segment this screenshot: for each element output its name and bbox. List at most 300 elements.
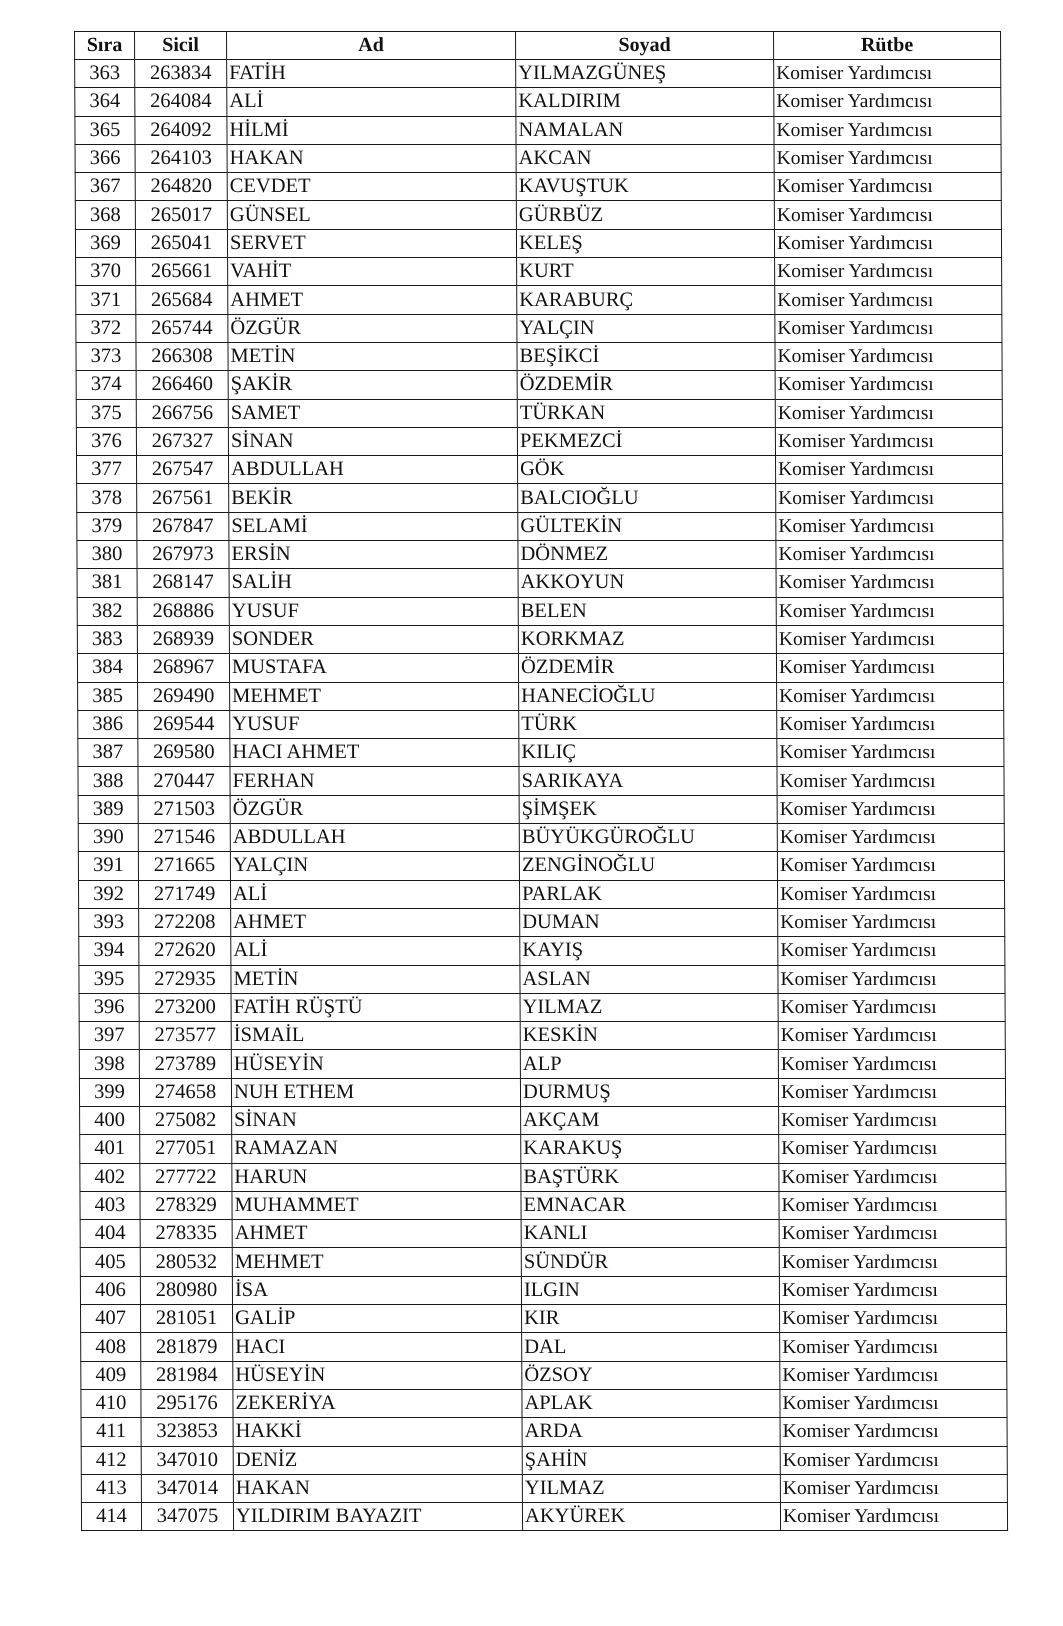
cell-soyad: GÜLTEKİN — [518, 512, 776, 540]
cell-rutbe: Komiser Yardımcısı — [779, 1276, 1006, 1304]
cell-soyad: ARDA — [522, 1418, 780, 1446]
cell-sicil: 268147 — [137, 569, 229, 597]
cell-ad: RAMAZAN — [232, 1135, 521, 1163]
cell-soyad: BEŞİKCİ — [517, 342, 775, 370]
cell-soyad: KAYIŞ — [520, 937, 778, 965]
cell-rutbe: Komiser Yardımcısı — [777, 852, 1004, 880]
cell-ad: FERHAN — [230, 767, 519, 795]
cell-ad: SELAMİ — [229, 512, 518, 540]
cell-rutbe: Komiser Yardımcısı — [774, 173, 1001, 201]
cell-ad: MEHMET — [230, 682, 519, 710]
cell-ad: AHMET — [232, 1220, 521, 1248]
cell-sira: 414 — [81, 1503, 141, 1531]
cell-sicil: 265684 — [136, 286, 228, 314]
cell-sira: 379 — [77, 512, 137, 540]
cell-sicil: 273577 — [139, 1022, 231, 1050]
table-row — [79, 908, 1005, 936]
table-row — [80, 1135, 1006, 1163]
table-row — [77, 597, 1003, 625]
cell-ad: AHMET — [228, 286, 517, 314]
cell-sira: 386 — [78, 710, 138, 738]
cell-ad: SERVET — [227, 229, 516, 257]
table-row — [79, 1050, 1005, 1078]
header-soyad: Soyad — [516, 32, 774, 60]
cell-rutbe: Komiser Yardımcısı — [780, 1361, 1007, 1389]
header-rutbe: Rütbe — [774, 32, 1001, 60]
table-row — [77, 541, 1003, 569]
cell-sira: 400 — [80, 1106, 140, 1134]
cell-rutbe: Komiser Yardımcısı — [778, 965, 1005, 993]
cell-ad: YILDIRIM BAYAZIT — [233, 1503, 522, 1531]
table-row — [80, 1220, 1006, 1248]
cell-ad: FATİH RÜŞTÜ — [231, 993, 520, 1021]
table-row — [75, 201, 1001, 229]
cell-sira: 405 — [80, 1248, 140, 1276]
cell-ad: İSMAİL — [231, 1022, 520, 1050]
table-row — [79, 965, 1005, 993]
cell-sira: 369 — [75, 229, 135, 257]
cell-sicil: 269580 — [138, 739, 230, 767]
cell-soyad: ILGIN — [521, 1276, 779, 1304]
cell-sicil: 265744 — [136, 314, 228, 342]
table-row — [76, 399, 1002, 427]
cell-ad: SALİH — [229, 569, 518, 597]
table-row — [75, 116, 1001, 144]
cell-soyad: NAMALAN — [516, 116, 774, 144]
cell-ad: HİLMİ — [227, 116, 516, 144]
cell-rutbe: Komiser Yardımcısı — [780, 1305, 1007, 1333]
cell-sicil: 266308 — [136, 342, 228, 370]
table-row — [78, 682, 1004, 710]
cell-ad: GÜNSEL — [227, 201, 516, 229]
personnel-table-wrapper — [74, 31, 1007, 1531]
cell-sicil: 268939 — [137, 625, 229, 653]
table-row — [77, 484, 1003, 512]
cell-ad: HARUN — [232, 1163, 521, 1191]
cell-sicil: 280980 — [140, 1276, 232, 1304]
cell-rutbe: Komiser Yardımcısı — [780, 1389, 1007, 1417]
cell-rutbe: Komiser Yardımcısı — [774, 201, 1001, 229]
cell-soyad: KELEŞ — [516, 229, 774, 257]
cell-soyad: ALP — [520, 1050, 778, 1078]
cell-ad: FATİH — [227, 60, 516, 88]
cell-sicil: 272208 — [139, 908, 231, 936]
cell-soyad: YILMAZ — [522, 1474, 780, 1502]
cell-rutbe: Komiser Yardımcısı — [775, 399, 1002, 427]
cell-soyad: DUMAN — [520, 908, 778, 936]
cell-sira: 367 — [75, 173, 135, 201]
cell-sicil: 273789 — [139, 1050, 231, 1078]
cell-rutbe: Komiser Yardımcısı — [779, 1106, 1006, 1134]
cell-soyad: GÜRBÜZ — [516, 201, 774, 229]
cell-sicil: 265041 — [135, 229, 227, 257]
cell-rutbe: Komiser Yardımcısı — [776, 541, 1003, 569]
header-sicil: Sicil — [135, 32, 227, 60]
cell-soyad: YALÇIN — [517, 314, 775, 342]
cell-sira: 381 — [77, 569, 137, 597]
cell-soyad: EMNACAR — [521, 1191, 779, 1219]
table-row — [79, 1078, 1005, 1106]
table-row — [81, 1503, 1007, 1531]
cell-ad: SONDER — [229, 625, 518, 653]
cell-sira: 387 — [78, 739, 138, 767]
cell-rutbe: Komiser Yardımcısı — [780, 1333, 1007, 1361]
cell-ad: ALİ — [231, 880, 520, 908]
cell-rutbe: Komiser Yardımcısı — [775, 427, 1002, 455]
cell-sira: 372 — [76, 314, 136, 342]
cell-sira: 402 — [80, 1163, 140, 1191]
cell-rutbe: Komiser Yardımcısı — [775, 371, 1002, 399]
cell-ad: MEHMET — [232, 1248, 521, 1276]
table-body — [75, 60, 1008, 1531]
cell-rutbe: Komiser Yardımcısı — [774, 116, 1001, 144]
cell-ad: ÖZGÜR — [228, 314, 517, 342]
cell-soyad: KANLI — [521, 1220, 779, 1248]
table-row — [76, 258, 1002, 286]
cell-sicil: 264103 — [135, 144, 227, 172]
cell-ad: CEVDET — [227, 173, 516, 201]
table-row — [81, 1446, 1007, 1474]
table-row — [79, 1022, 1005, 1050]
cell-soyad: BELEN — [518, 597, 776, 625]
cell-soyad: ŞAHİN — [522, 1446, 780, 1474]
cell-rutbe: Komiser Yardımcısı — [779, 1135, 1006, 1163]
cell-rutbe: Komiser Yardımcısı — [778, 880, 1005, 908]
cell-soyad: BÜYÜKGÜROĞLU — [519, 824, 777, 852]
cell-sicil: 278335 — [140, 1220, 232, 1248]
cell-soyad: KURT — [517, 258, 775, 286]
cell-soyad: HANECİOĞLU — [519, 682, 777, 710]
cell-sicil: 277722 — [140, 1163, 232, 1191]
cell-ad: METİN — [231, 965, 520, 993]
cell-soyad: TÜRK — [519, 710, 777, 738]
cell-rutbe: Komiser Yardımcısı — [774, 144, 1001, 172]
cell-ad: HAKAN — [227, 144, 516, 172]
cell-rutbe: Komiser Yardımcısı — [776, 654, 1003, 682]
cell-soyad: AKCAN — [516, 144, 774, 172]
cell-ad: HÜSEYİN — [233, 1361, 522, 1389]
cell-rutbe: Komiser Yardımcısı — [775, 258, 1002, 286]
cell-sira: 378 — [77, 484, 137, 512]
cell-ad: SİNAN — [228, 427, 517, 455]
cell-rutbe: Komiser Yardımcısı — [776, 597, 1003, 625]
cell-sicil: 264820 — [135, 173, 227, 201]
cell-soyad: ÖZSOY — [522, 1361, 780, 1389]
cell-sira: 365 — [75, 116, 135, 144]
table-row — [75, 60, 1001, 88]
cell-sicil: 267327 — [136, 427, 228, 455]
cell-sira: 412 — [81, 1446, 141, 1474]
cell-sicil: 267547 — [137, 456, 229, 484]
cell-sicil: 269490 — [138, 682, 230, 710]
cell-soyad: DAL — [522, 1333, 780, 1361]
cell-soyad: SARIKAYA — [519, 767, 777, 795]
cell-sira: 394 — [79, 937, 139, 965]
cell-rutbe: Komiser Yardımcısı — [778, 1022, 1005, 1050]
table-row — [81, 1305, 1007, 1333]
cell-sicil: 271665 — [138, 852, 230, 880]
header-sira: Sıra — [75, 32, 135, 60]
table-row — [79, 993, 1005, 1021]
cell-rutbe: Komiser Yardımcısı — [778, 993, 1005, 1021]
cell-soyad: GÖK — [518, 456, 776, 484]
table-row — [79, 937, 1005, 965]
cell-ad: ALİ — [227, 88, 516, 116]
cell-rutbe: Komiser Yardımcısı — [776, 512, 1003, 540]
cell-sira: 363 — [75, 60, 135, 88]
personnel-table — [74, 31, 1008, 1531]
cell-soyad: ZENGİNOĞLU — [519, 852, 777, 880]
cell-sicil: 264092 — [135, 116, 227, 144]
table-row — [76, 427, 1002, 455]
cell-sira: 410 — [81, 1389, 141, 1417]
cell-sira: 407 — [81, 1305, 141, 1333]
cell-sicil: 267973 — [137, 541, 229, 569]
cell-sira: 395 — [79, 965, 139, 993]
cell-rutbe: Komiser Yardımcısı — [780, 1503, 1007, 1531]
table-row — [76, 314, 1002, 342]
cell-rutbe: Komiser Yardımcısı — [774, 60, 1001, 88]
cell-sicil: 265661 — [136, 258, 228, 286]
cell-sira: 392 — [79, 880, 139, 908]
cell-ad: ŞAKİR — [228, 371, 517, 399]
cell-rutbe: Komiser Yardımcısı — [779, 1248, 1006, 1276]
cell-ad: ABDULLAH — [229, 456, 518, 484]
cell-sicil: 281051 — [141, 1305, 233, 1333]
cell-sira: 384 — [77, 654, 137, 682]
cell-sicil: 266460 — [136, 371, 228, 399]
table-row — [75, 229, 1001, 257]
cell-sira: 404 — [80, 1220, 140, 1248]
cell-ad: BEKİR — [229, 484, 518, 512]
cell-soyad: YILMAZ — [520, 993, 778, 1021]
table-row — [80, 1248, 1006, 1276]
cell-rutbe: Komiser Yardımcısı — [778, 1078, 1005, 1106]
cell-sicil: 295176 — [141, 1389, 233, 1417]
cell-ad: METİN — [228, 342, 517, 370]
cell-sira: 396 — [79, 993, 139, 1021]
cell-sicil: 274658 — [139, 1078, 231, 1106]
table-row — [81, 1474, 1007, 1502]
cell-soyad: ÖZDEMİR — [518, 654, 776, 682]
table-row — [75, 173, 1001, 201]
table-row — [77, 512, 1003, 540]
cell-ad: HACI — [233, 1333, 522, 1361]
cell-rutbe: Komiser Yardımcısı — [777, 824, 1004, 852]
cell-sicil: 347010 — [141, 1446, 233, 1474]
table-row — [78, 795, 1004, 823]
cell-ad: YALÇIN — [230, 852, 519, 880]
cell-rutbe: Komiser Yardımcısı — [778, 1050, 1005, 1078]
cell-sira: 397 — [79, 1022, 139, 1050]
cell-ad: AHMET — [231, 908, 520, 936]
cell-sicil: 267847 — [137, 512, 229, 540]
cell-rutbe: Komiser Yardımcısı — [775, 286, 1002, 314]
cell-ad: MUHAMMET — [232, 1191, 521, 1219]
cell-sicil: 271503 — [138, 795, 230, 823]
cell-ad: ERSİN — [229, 541, 518, 569]
cell-soyad: DÖNMEZ — [518, 541, 776, 569]
cell-sira: 377 — [77, 456, 137, 484]
table-row — [81, 1333, 1007, 1361]
cell-soyad: KORKMAZ — [518, 625, 776, 653]
cell-ad: HAKKİ — [233, 1418, 522, 1446]
cell-ad: DENİZ — [233, 1446, 522, 1474]
cell-rutbe: Komiser Yardımcısı — [778, 908, 1005, 936]
cell-sicil: 347075 — [141, 1503, 233, 1531]
cell-ad: ALİ — [231, 937, 520, 965]
cell-rutbe: Komiser Yardımcısı — [778, 937, 1005, 965]
cell-ad: ZEKERİYA — [233, 1389, 522, 1417]
cell-rutbe: Komiser Yardımcısı — [774, 229, 1001, 257]
cell-rutbe: Komiser Yardımcısı — [776, 456, 1003, 484]
table-row — [76, 371, 1002, 399]
cell-sicil: 263834 — [135, 60, 227, 88]
cell-ad: SİNAN — [232, 1106, 521, 1134]
cell-soyad: YILMAZGÜNEŞ — [516, 60, 774, 88]
cell-rutbe: Komiser Yardımcısı — [775, 342, 1002, 370]
cell-soyad: AKYÜREK — [522, 1503, 780, 1531]
cell-sicil: 280532 — [140, 1248, 232, 1276]
cell-ad: MUSTAFA — [229, 654, 518, 682]
cell-sira: 391 — [78, 852, 138, 880]
cell-soyad: KARABURÇ — [517, 286, 775, 314]
cell-rutbe: Komiser Yardımcısı — [776, 625, 1003, 653]
cell-sira: 388 — [78, 767, 138, 795]
cell-rutbe: Komiser Yardımcısı — [780, 1446, 1007, 1474]
cell-soyad: KIR — [522, 1305, 780, 1333]
table-row — [77, 654, 1003, 682]
table-row — [79, 880, 1005, 908]
cell-soyad: AKKOYUN — [518, 569, 776, 597]
cell-sira: 390 — [78, 824, 138, 852]
cell-sicil: 277051 — [140, 1135, 232, 1163]
cell-sira: 389 — [78, 795, 138, 823]
cell-ad: ÖZGÜR — [230, 795, 519, 823]
cell-sicil: 271749 — [139, 880, 231, 908]
cell-sira: 399 — [79, 1078, 139, 1106]
cell-sicil: 266756 — [136, 399, 228, 427]
table-row — [78, 824, 1004, 852]
cell-rutbe: Komiser Yardımcısı — [780, 1474, 1007, 1502]
cell-ad: SAMET — [228, 399, 517, 427]
cell-sicil: 264084 — [135, 88, 227, 116]
cell-sira: 370 — [76, 258, 136, 286]
cell-sira: 375 — [76, 399, 136, 427]
cell-soyad: ASLAN — [520, 965, 778, 993]
cell-soyad: KESKİN — [520, 1022, 778, 1050]
cell-sicil: 281879 — [141, 1333, 233, 1361]
cell-sira: 373 — [76, 342, 136, 370]
cell-sicil: 268967 — [137, 654, 229, 682]
cell-rutbe: Komiser Yardımcısı — [777, 739, 1004, 767]
table-row — [81, 1418, 1007, 1446]
table-row — [77, 569, 1003, 597]
cell-sira: 408 — [81, 1333, 141, 1361]
cell-sira: 374 — [76, 371, 136, 399]
cell-sicil: 278329 — [140, 1191, 232, 1219]
header-row — [75, 32, 1001, 60]
cell-sira: 380 — [77, 541, 137, 569]
cell-sicil: 323853 — [141, 1418, 233, 1446]
cell-soyad: KALDIRIM — [516, 88, 774, 116]
cell-sira: 383 — [77, 625, 137, 653]
cell-soyad: TÜRKAN — [517, 399, 775, 427]
cell-ad: YUSUF — [229, 597, 518, 625]
cell-ad: GALİP — [233, 1305, 522, 1333]
table-row — [81, 1389, 1007, 1417]
cell-sicil: 267561 — [137, 484, 229, 512]
cell-soyad: ŞİMŞEK — [519, 795, 777, 823]
table-row — [77, 625, 1003, 653]
cell-ad: ABDULLAH — [230, 824, 519, 852]
cell-rutbe: Komiser Yardımcısı — [780, 1418, 1007, 1446]
cell-soyad: DURMUŞ — [520, 1078, 778, 1106]
cell-rutbe: Komiser Yardımcısı — [779, 1163, 1006, 1191]
cell-soyad: KAVUŞTUK — [516, 173, 774, 201]
cell-sicil: 273200 — [139, 993, 231, 1021]
cell-sicil: 281984 — [141, 1361, 233, 1389]
cell-sicil: 271546 — [138, 824, 230, 852]
cell-sira: 376 — [76, 427, 136, 455]
table-row — [77, 456, 1003, 484]
cell-sira: 409 — [81, 1361, 141, 1389]
table-row — [81, 1361, 1007, 1389]
cell-rutbe: Komiser Yardımcısı — [776, 569, 1003, 597]
cell-sira: 411 — [81, 1418, 141, 1446]
cell-sira: 413 — [81, 1474, 141, 1502]
table-row — [76, 342, 1002, 370]
cell-sira: 401 — [80, 1135, 140, 1163]
cell-sira: 406 — [80, 1276, 140, 1304]
cell-ad: HACI AHMET — [230, 739, 519, 767]
cell-sicil: 268886 — [137, 597, 229, 625]
cell-rutbe: Komiser Yardımcısı — [776, 484, 1003, 512]
cell-sira: 398 — [79, 1050, 139, 1078]
cell-ad: İSA — [232, 1276, 521, 1304]
cell-soyad: KILIÇ — [519, 739, 777, 767]
cell-sira: 385 — [78, 682, 138, 710]
cell-rutbe: Komiser Yardımcısı — [777, 767, 1004, 795]
cell-soyad: APLAK — [522, 1389, 780, 1417]
table-row — [80, 1191, 1006, 1219]
cell-rutbe: Komiser Yardımcısı — [779, 1220, 1006, 1248]
cell-sira: 366 — [75, 144, 135, 172]
cell-soyad: PEKMEZCİ — [517, 427, 775, 455]
table-row — [76, 286, 1002, 314]
cell-rutbe: Komiser Yardımcısı — [775, 314, 1002, 342]
table-row — [80, 1163, 1006, 1191]
cell-sira: 364 — [75, 88, 135, 116]
cell-ad: NUH ETHEM — [231, 1078, 520, 1106]
cell-rutbe: Komiser Yardımcısı — [777, 795, 1004, 823]
cell-sicil: 347014 — [141, 1474, 233, 1502]
table-row — [80, 1276, 1006, 1304]
cell-soyad: KARAKUŞ — [521, 1135, 779, 1163]
cell-sira: 382 — [77, 597, 137, 625]
cell-ad: YUSUF — [230, 710, 519, 738]
table-row — [78, 710, 1004, 738]
cell-soyad: BAŞTÜRK — [521, 1163, 779, 1191]
cell-sira: 403 — [80, 1191, 140, 1219]
table-row — [78, 767, 1004, 795]
cell-soyad: AKÇAM — [521, 1106, 779, 1134]
cell-sicil: 275082 — [140, 1106, 232, 1134]
cell-sicil: 270447 — [138, 767, 230, 795]
cell-soyad: ÖZDEMİR — [517, 371, 775, 399]
cell-soyad: SÜNDÜR — [521, 1248, 779, 1276]
cell-soyad: BALCIOĞLU — [518, 484, 776, 512]
